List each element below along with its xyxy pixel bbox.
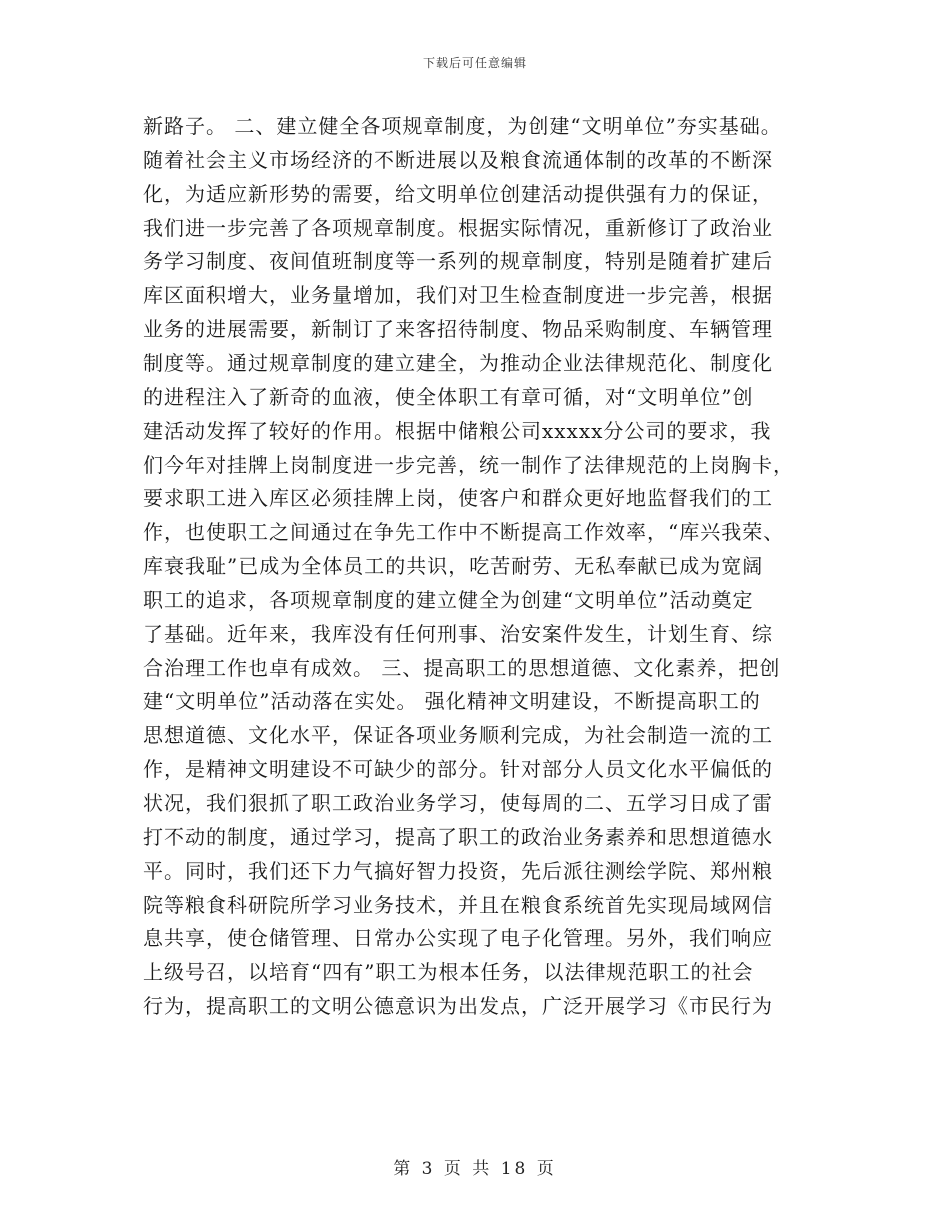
body-text-line: 作，也使职工之间通过在争先工作中不断提高工作效率，“库兴我荣、 [143,520,785,544]
body-text-line: 建“文明单位”活动落在实处。 强化精神文明建设，不断提高职工的 [143,689,761,713]
body-text-line: 作，是精神文明建设不可缺少的部分。针对部分人员文化水平偏低的 [143,757,773,781]
body-text-line: 了基础。近年来，我库没有任何刑事、治安案件发生，计划生育、综 [143,622,773,646]
body-text-line: 随着社会主义市场经济的不断进展以及粮食流通体制的改革的不断深 [143,148,773,172]
body-text-line: 务学习制度、夜间值班制度等一系列的规章制度，特别是随着扩建后 [143,249,773,273]
body-text-line: 要求职工进入库区必须挂牌上岗，使客户和群众更好地监督我们的工 [143,486,773,510]
body-text-line: 库衰我耻”已成为全体员工的共识，吃苦耐劳、无私奉献已成为宽阔 [143,554,764,578]
body-text-line: 业务的进展需要，新制订了来客招待制度、物品采购制度、车辆管理 [143,317,773,341]
body-text-line: 库区面积增大，业务量增加，我们对卫生检查制度进一步完善，根据 [143,283,773,307]
body-text-line: 息共享，使仓储管理、日常办公实现了电子化管理。另外，我们响应 [143,926,773,950]
body-text-line: 思想道德、文化水平，保证各项业务顺利完成，为社会制造一流的工 [143,723,773,747]
page-number-footer: 第 3 页 共 18 页 [393,1159,557,1179]
body-text-line: 职工的追求，各项规章制度的建立健全为创建“文明单位”活动奠定 [143,588,754,612]
page-header: 下载后可任意编辑 [422,56,527,70]
body-text-line: 上级号召，以培育“四有”职工为根本任务，以法律规范职工的社会 [143,960,754,984]
body-text-line: 化，为适应新形势的需要，给文明单位创建活动提供强有力的保证， [143,182,773,206]
body-text-line: 制度等。通过规章制度的建立建全，为推动企业法律规范化、制度化 [143,351,773,375]
body-text-line: 打不动的制度，通过学习，提高了职工的政治业务素养和思想道德水 [143,825,773,849]
body-text-line: 合治理工作也卓有成效。 三、提高职工的思想道德、文化素养，把创 [143,656,781,680]
body-text-line: 建活动发挥了较好的作用。根据中储粮公司xxxxx分公司的要求，我 [143,419,772,443]
body-text-line: 行为，提高职工的文明公德意识为出发点，广泛开展学习《市民行为 [143,994,773,1018]
body-text-line: 院等粮食科研院所学习业务技术，并且在粮食系统首先实现局域网信 [143,893,773,917]
body-text-line: 状况，我们狠抓了职工政治业务学习，使每周的二、五学习日成了雷 [143,791,773,815]
body-text-line: 新路子。 二、建立健全各项规章制度，为创建“文明单位”夯实基础。 [143,114,782,138]
body-text-line: 平。同时，我们还下力气搞好智力投资，先后派往测绘学院、郑州粮 [143,859,773,883]
body-text-line: 们今年对挂牌上岗制度进一步完善，统一制作了法律规范的上岗胸卡， [143,453,794,477]
body-text-line: 的进程注入了新奇的血液，使全体职工有章可循，对“文明单位”创 [143,385,754,409]
body-text-line: 我们进一步完善了各项规章制度。根据实际情况，重新修订了政治业 [143,216,773,240]
